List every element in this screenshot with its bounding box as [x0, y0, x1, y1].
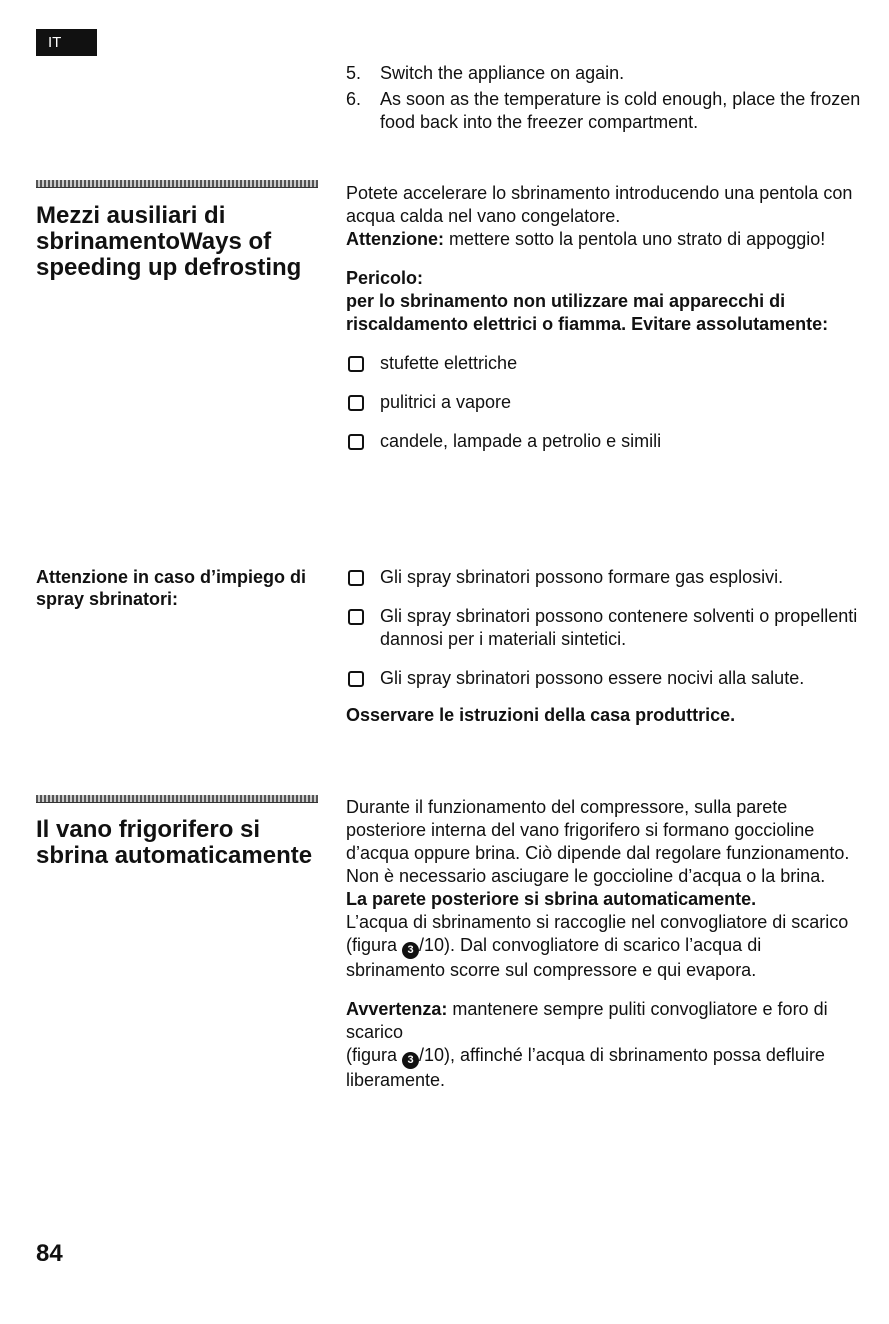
danger-text: per lo sbrinamento non utilizzare mai apparecchi di riscaldamento elettrici o fiamma. Evitare assolutamente: [346, 291, 829, 334]
forbidden-list [346, 352, 861, 453]
text-span: (figura [346, 1045, 403, 1065]
paragraph [346, 911, 861, 982]
section-divider [36, 795, 318, 803]
note-label: Avvertenza: [346, 999, 448, 1019]
section3-body [346, 796, 861, 1092]
paragraph: Potete accelerare lo sbrinamento introducendo una pentola con acqua calda nel vano congelatore. [346, 183, 853, 226]
list-item [346, 605, 861, 651]
checkbox-bullet-icon [348, 395, 364, 411]
list-item [346, 566, 861, 589]
checkbox-bullet-icon [348, 434, 364, 450]
list-item [346, 352, 861, 375]
list-item-text: Gli spray sbrinatori possono formare gas esplosivi. [380, 567, 784, 587]
section-heading-defrost-aids: Mezzi ausiliari di sbrinamentoWays of speeding up defrosting [36, 202, 302, 281]
checkbox-bullet-icon [348, 570, 364, 586]
note-paragraph-cont [346, 1044, 861, 1092]
page-number: 84 [36, 1240, 63, 1267]
list-item-text: candele, lampade a petrolio e simili [380, 431, 662, 451]
list-item [346, 430, 861, 453]
spray-warning-list [346, 566, 861, 727]
section-heading-spray-warning: Attenzione in caso d’impiego di spray sbrinatori: [36, 567, 307, 609]
list-item-text: pulitrici a vapore [380, 392, 512, 412]
language-badge: IT [36, 29, 97, 56]
step-number: 5. [346, 63, 362, 83]
list-item-text: stufette elettriche [380, 353, 518, 373]
section1-body [346, 182, 861, 469]
section-heading-auto-defrost: Il vano frigorifero si sbrina automaticamente [36, 816, 313, 869]
step-number: 6. [346, 89, 362, 109]
auto-defrost-statement: La parete posteriore si sbrina automaticamente. [346, 889, 757, 909]
manufacturer-note: Osservare le istruzioni della casa produttrice. [346, 705, 736, 725]
step-text: As soon as the temperature is cold enough, place the frozen food back into the freezer compartment. [380, 89, 861, 132]
checkbox-bullet-icon [348, 356, 364, 372]
danger-label: Pericolo: [346, 268, 424, 288]
text-span: L’acqua di sbrinamento si raccoglie nel convogliatore di scarico (figura [346, 912, 849, 955]
paragraph: Durante il funzionamento del compressore, sulla parete posteriore interna del vano frigorifero si formano goccioline d’acqua oppure brina. Ciò dipende dal regolare funzionamento. Non è necessario asciugare le goccioline d’acqua o la brina. [346, 797, 850, 886]
steps-list [346, 62, 861, 137]
list-item [346, 667, 861, 690]
step-text: Switch the appliance on again. [380, 63, 625, 83]
checkbox-bullet-icon [348, 609, 364, 625]
list-item-text: Gli spray sbrinatori possono essere nocivi alla salute. [380, 668, 805, 688]
text-span: /10), affinché l’acqua di sbrinamento possa defluire liberamente. [346, 1045, 825, 1090]
attention-paragraph [346, 228, 861, 251]
checkbox-bullet-icon [348, 671, 364, 687]
list-item [346, 391, 861, 414]
figure-ref-icon: 3 [402, 1052, 419, 1069]
note-paragraph [346, 998, 861, 1044]
list-item [346, 62, 861, 85]
attention-label: Attenzione: [346, 229, 444, 249]
figure-ref-icon: 3 [402, 942, 419, 959]
list-item-text: Gli spray sbrinatori possono contenere solventi o propellenti dannosi per i materiali sintetici. [380, 606, 858, 649]
text-span: mantenere sempre puliti convogliatore e foro di scarico [346, 999, 828, 1042]
section-divider [36, 180, 318, 188]
text-span: /10). Dal convogliatore di scarico l’acqua di sbrinamento scorre sul compressore e qui evapora. [346, 935, 762, 980]
attention-text: mettere sotto la pentola uno strato di appoggio! [444, 229, 826, 249]
list-item [346, 88, 861, 134]
